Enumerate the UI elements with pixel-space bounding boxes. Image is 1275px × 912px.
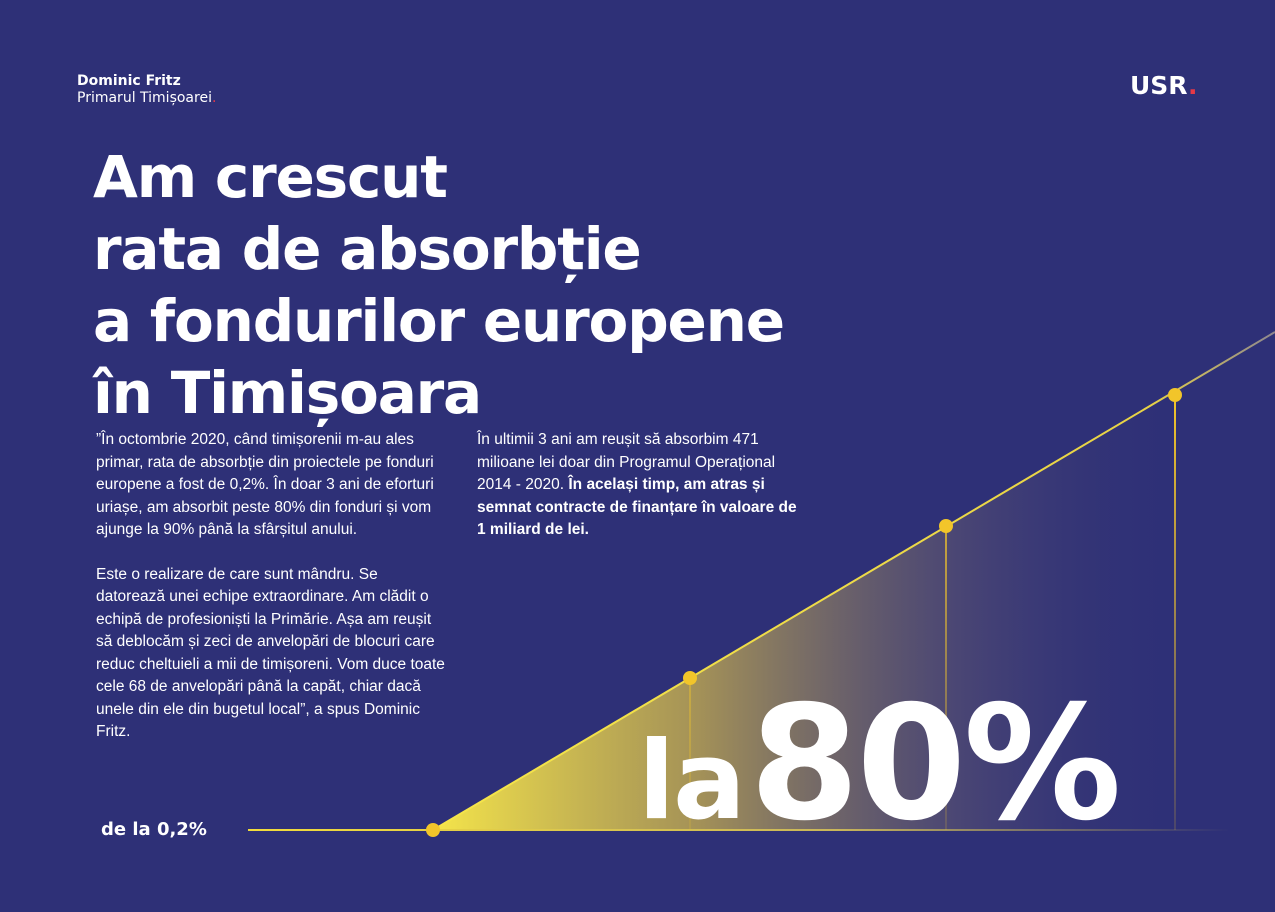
headline-line-2: rata de absorbție <box>93 215 641 283</box>
chart-point-1 <box>683 671 697 685</box>
chart-point-start <box>426 823 440 837</box>
body-right-text: În ultimii 3 ani am reușit să absorbim 471 milioane lei doar din Programul Operațional 2014 - 2020. <box>477 431 776 493</box>
author-role-text: Primarul Timișoarei <box>77 90 212 106</box>
chart-start-label: de la 0,2% <box>101 819 207 840</box>
body-left-column <box>96 429 448 744</box>
headline-line-1: Am crescut <box>93 143 447 211</box>
body-left-paragraph-1: ”În octombrie 2020, când timișorenii m-au ales primar, rata de absorbție din proiectele pe fonduri europene a fost de 0,2%. În doar 3 ani de eforturi uriașe, am absorbit peste 80% din fonduri și vom ajunge la 90% până la sfârșitul anului. <box>96 431 434 538</box>
chart-end-value: 80% <box>749 672 1119 856</box>
headline-line-3: a fondurilor europene <box>93 287 784 355</box>
body-right-paragraph <box>477 429 799 542</box>
chart-end-label <box>638 672 1119 893</box>
usr-logo-text: USR <box>1130 71 1189 100</box>
usr-logo-dot: . <box>1188 71 1198 100</box>
author-role-dot: . <box>211 90 217 106</box>
chart-end-prefix: la <box>638 719 744 844</box>
chart-point-3 <box>1168 388 1182 402</box>
chart-point-2 <box>939 519 953 533</box>
body-right-bold-text: În același timp, am atras și semnat contracte de finanțare în valoare de 1 miliard de lei. <box>477 476 797 538</box>
author-name: Dominic Fritz <box>77 73 181 89</box>
body-left-paragraph-2: Este o realizare de care sunt mândru. Se datorează unei echipe extraordinare. Am clădit o echipă de profesioniști la Primărie. Așa am reușit să deblocăm și zeci de anvelopări de blocuri care reduc cheltuieli a mii de timișoreni. Vom duce toate cele 68 de anvelopări până la capăt, chiar dacă unele din ele din bugetul local”, a spus Dominic Fritz. <box>96 565 445 740</box>
headline-line-4: în Timișoara <box>93 359 481 427</box>
body-right-column <box>477 429 799 542</box>
